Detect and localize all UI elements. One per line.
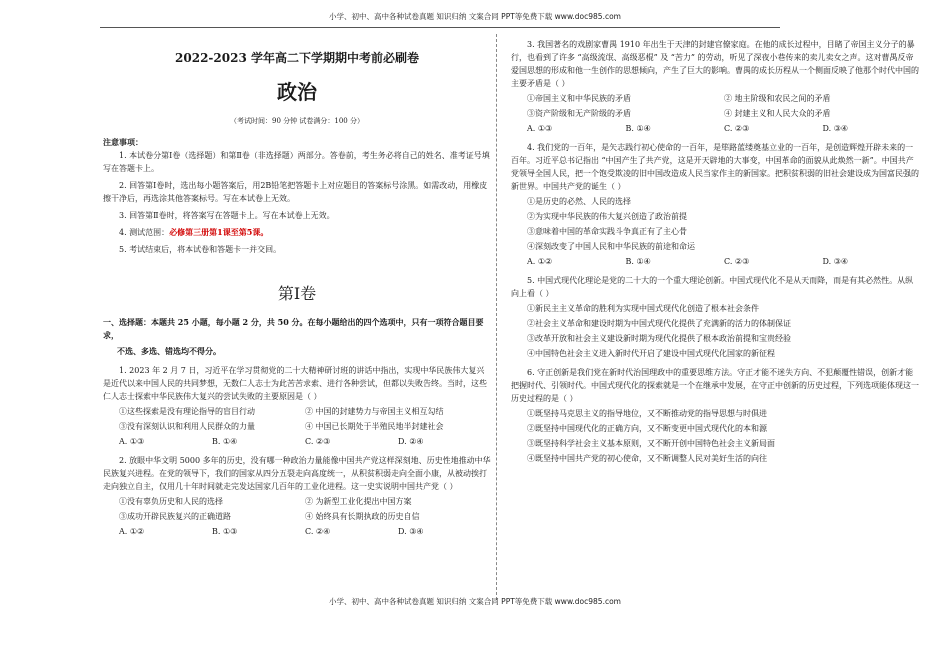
exam-meta: （考试时间：90 分钟 试卷满分：100 分） xyxy=(230,117,364,125)
option: ④中国特色社会主义进入新时代开启了建设中国式现代化国家的新征程 xyxy=(527,349,775,358)
question-5-stem: 5. 中国式现代化理论是党的二十大的一个重大理论创新。中国式现代化不是从天而降，而是有其必然性。从纵向上看（ ） xyxy=(511,276,914,298)
note-item-1: 1. 本试卷分第Ⅰ卷（选择题）和第Ⅱ卷（非选择题）两部分。答卷前，考生务必将自己的姓名、准考证号填写在答题卡上。 xyxy=(103,151,490,173)
answer-c: C. ②④ xyxy=(305,527,331,536)
section-instructions-line2: 不选、多选、错选均不得分。 xyxy=(117,346,221,356)
option: ② 为新型工业化提出中国方案 xyxy=(305,497,412,506)
page-header-banner: 小学、初中、高中各种试卷真题 知识归纳 文案合同 PPT等免费下载 www.doc985.com xyxy=(329,12,621,21)
option: ④ 始终具有长期执政的历史自信 xyxy=(305,512,420,521)
option: ③没有深刻认识和利用人民群众的力量 xyxy=(119,422,255,431)
option: ② 中国的封建势力与帝国主义相互勾结 xyxy=(305,407,444,416)
column-divider xyxy=(496,34,497,600)
note-item-5: 5. 考试结束后，将本试卷和答题卡一并交回。 xyxy=(119,245,282,254)
question-2-stem: 2. 放眼中华文明 5000 多年的历史，没有哪一种政治力量能像中国共产党这样深刻地、历史性地推动中华民族复兴进程。在党的领导下，我们的国家从四分五裂走向高度统一，从积贫积弱走向全面小康，从被动挨打走向独立自主，仅用几十年时间就走完发达国家几百年的工业化进程。这一史实说明中国共产党（ ） xyxy=(103,456,491,491)
note-item-4 xyxy=(103,226,491,239)
option: ②社会主义革命和建设时期为中国式现代化提供了充满新的活力的体制保证 xyxy=(527,319,791,328)
answer-c: C. ②③ xyxy=(305,437,331,446)
question-1 xyxy=(103,364,491,448)
answer-b: B. ①④ xyxy=(625,257,651,266)
option: ④ 中国已长期处于半殖民地半封建社会 xyxy=(305,422,444,431)
header-divider xyxy=(100,27,780,28)
option: ③改革开放和社会主义建设新时期为现代化提供了根本政治前提和宝贵经验 xyxy=(527,334,791,343)
option: ①新民主主义革命的胜利为实现中国式现代化创造了根本社会条件 xyxy=(527,304,759,313)
notes-heading: 注意事项： xyxy=(103,137,143,147)
note-item-2: 2. 回答第Ⅰ卷时，选出每小题答案后，用2B铅笔把答题卡上对应题目的答案标号涂黑。如需改动，用橡皮擦干净后，再选涂其他答案标号。写在本试卷上无效。 xyxy=(103,181,488,203)
option: ①帝国主义和中华民族的矛盾 xyxy=(527,94,631,103)
question-5 xyxy=(511,274,921,360)
answer-c: C. ②③ xyxy=(724,257,750,266)
question-3-options-row1 xyxy=(511,92,921,105)
answer-b: B. ①④ xyxy=(625,124,651,133)
option: ②既坚持中国现代化的正确方向，又不断变更中国式现代化的本和源 xyxy=(527,424,767,433)
right-column xyxy=(511,38,921,467)
answer-a: A. ①③ xyxy=(527,124,553,133)
page-footer-banner: 小学、初中、高中各种试卷真题 知识归纳 文案合同 PPT等免费下载 www.doc985.com xyxy=(329,597,621,606)
option: ② 地主阶级和农民之间的矛盾 xyxy=(724,94,831,103)
option: ④ 封建主义和人民大众的矛盾 xyxy=(724,109,831,118)
test-scope: 必修第三册第1课至第5课。 xyxy=(169,227,269,237)
answer-c: C. ②③ xyxy=(724,124,750,133)
volume-title: 第Ⅰ卷 xyxy=(277,284,317,303)
answer-a: A. ①③ xyxy=(119,437,145,446)
answer-d: D. ②④ xyxy=(398,437,424,446)
question-3 xyxy=(511,38,921,135)
question-1-options-row1 xyxy=(103,405,491,418)
note-item-4-prefix: 4. 测试范围： xyxy=(119,228,170,237)
answer-a: A. ①② xyxy=(119,527,145,536)
option: ④深刻改变了中国人民和中华民族的前途和命运 xyxy=(527,242,695,251)
answer-d: D. ③④ xyxy=(822,124,849,133)
note-item-3: 3. 回答第Ⅱ卷时，将答案写在答题卡上。写在本试卷上无效。 xyxy=(119,211,335,220)
question-3-stem: 3. 我国著名的戏剧家曹禺 1910 年出生于天津的封建官僚家庭。在他的成长过程中，目睹了帝国主义分子的暴行，也看到了许多 “高级流氓、高级恶棍” 及 “苦力” 的劳动，听见了深夜小巷传来的卖儿卖女之声。这对曹禺反帝爱国思想的形成和他一生创作的思想倾向，产生了巨大的影响。曹禺的成长历程从一个侧面反映了他那个时代中国的主要矛盾是（ ） xyxy=(511,40,919,88)
question-2-options-row1 xyxy=(103,495,491,508)
option: ②为实现中华民族的伟大复兴创造了政治前提 xyxy=(527,212,687,221)
answer-a: A. ①② xyxy=(527,257,553,266)
option: ①既坚持马克思主义的指导地位，又不断推动党的指导思想与时俱进 xyxy=(527,409,767,418)
answer-b: B. ①③ xyxy=(212,527,238,536)
option: ③既坚持科学社会主义基本原则，又不断开创中国特色社会主义新局面 xyxy=(527,439,775,448)
option: ①没有辜负历史和人民的选择 xyxy=(119,497,223,506)
option: ①这些探索是没有理论指导的盲目行动 xyxy=(119,407,255,416)
question-1-stem: 1. 2023 年 2 月 7 日，习近平在学习贯彻党的二十大精神研讨班的讲话中指出，实现中华民族伟大复兴是近代以来中国人民的共同梦想，无数仁人志士为此苦苦求索、进行各种尝试，但都以失败告终。当时，这些仁人志士探索中华民族伟大复兴的尝试失败的主要原因是（ ） xyxy=(103,366,487,401)
section-instructions-line1: 一、选择题：本题共 25 小题，每小题 2 分，共 50 分。在每小题给出的四个选项中，只有一项符合题目要求， xyxy=(103,317,484,340)
option: ③成功开辟民族复兴的正确道路 xyxy=(119,512,231,521)
question-1-answers xyxy=(103,435,491,448)
question-2-answers xyxy=(103,525,491,538)
exam-title: 2022-2023 学年高二下学期期中考前必刷卷 xyxy=(175,51,419,65)
option: ③意味着中国的革命实践斗争真正有了主心骨 xyxy=(527,227,687,236)
question-4-answers xyxy=(511,255,921,268)
question-6 xyxy=(511,366,921,465)
question-1-options-row2 xyxy=(103,420,491,433)
exam-subject: 政治 xyxy=(277,80,317,104)
answer-b: B. ①④ xyxy=(212,437,238,446)
question-4 xyxy=(511,141,921,268)
option: ①是历史的必然、人民的选择 xyxy=(527,197,631,206)
question-2 xyxy=(103,454,491,538)
question-2-options-row2 xyxy=(103,510,491,523)
question-6-stem: 6. 守正创新是我们党在新时代治国理政中的重要思维方法。守正才能不迷失方向、不犯颠覆性错误，创新才能把握时代、引领时代。中国式现代化的探索就是一个在继承中发展，在守正中创新的历史过程，下列选项能体现这一历史过程的是（ ） xyxy=(511,368,919,403)
question-3-answers xyxy=(511,122,921,135)
option: ④既坚持中国共产党的初心使命，又不断调整人民对美好生活的向往 xyxy=(527,454,767,463)
question-4-stem: 4. 我们党的一百年，是矢志践行初心使命的一百年，是筚路蓝缕奠基立业的一百年，是创造辉煌开辟未来的一百年。习近平总书记指出 “中国产生了共产党，这是开天辟地的大事变，中国革命的面貌从此焕然一新”。中国共产党领导全国人民，把一个饱受欺凌的旧中国改造成人民当家作主的新国家。把积贫积弱的旧社会建设成为国富民强的新世界。中国共产党的诞生（ ） xyxy=(511,143,919,191)
answer-d: D. ③④ xyxy=(822,257,849,266)
question-3-options-row2 xyxy=(511,107,921,120)
left-column xyxy=(103,38,491,544)
answer-d: D. ③④ xyxy=(398,527,424,536)
option: ③资产阶级和无产阶级的矛盾 xyxy=(527,109,631,118)
